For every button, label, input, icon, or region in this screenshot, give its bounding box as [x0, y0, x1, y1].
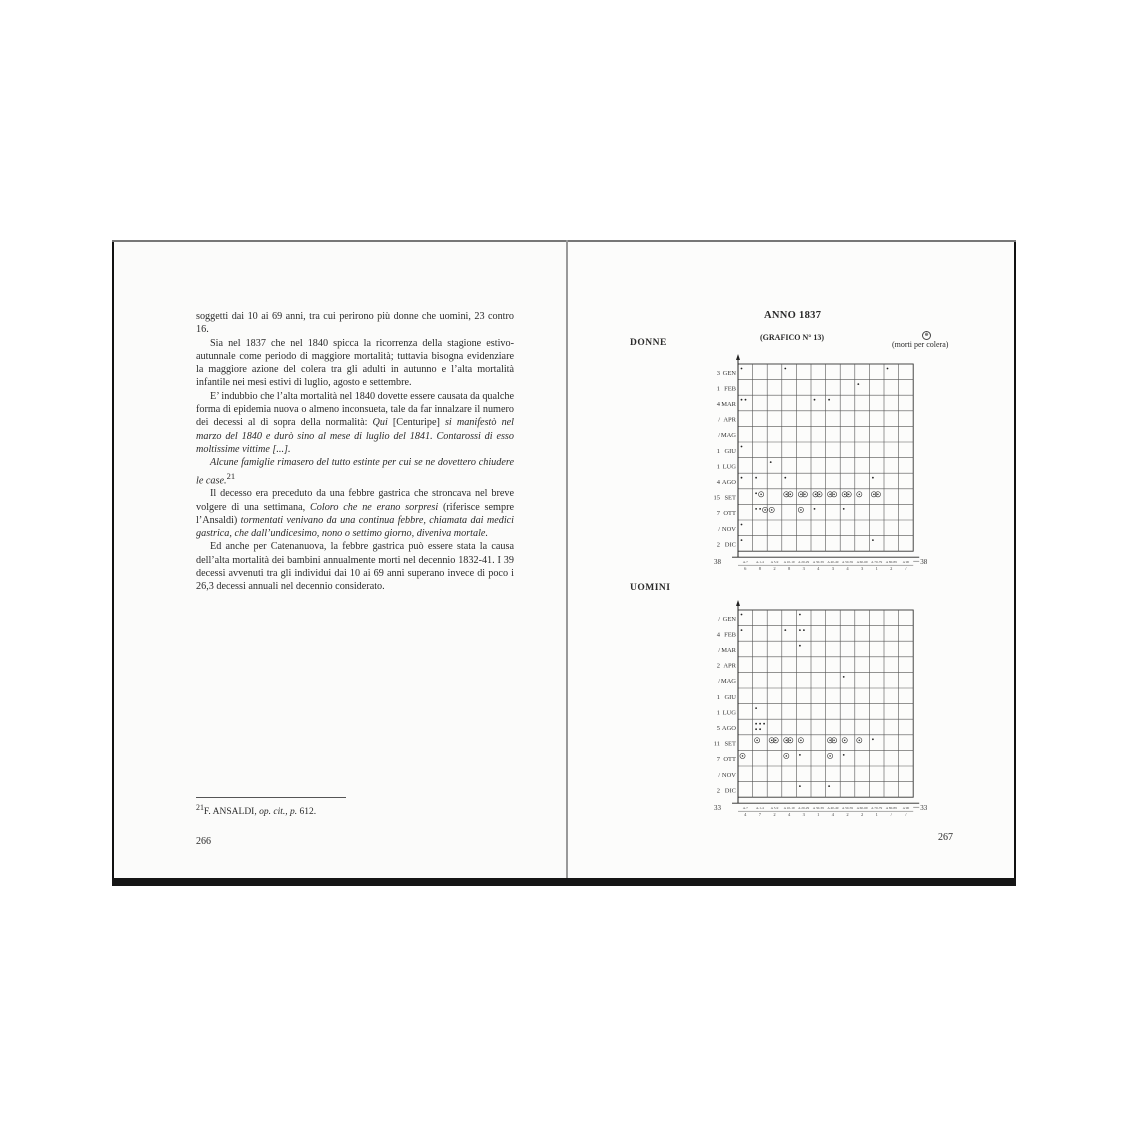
cholera-death-dot	[756, 740, 758, 742]
row-count-label: /	[718, 416, 720, 424]
legend-text: (morti per colera)	[892, 340, 949, 349]
column-count-label: 1	[875, 566, 878, 572]
column-count-label: 4	[787, 812, 791, 818]
cholera-death-dot	[790, 740, 792, 742]
column-age-label: A 90	[902, 806, 910, 811]
column-age-label: A 50-59	[841, 806, 854, 811]
column-count-label: 8	[758, 566, 762, 572]
cholera-death-dot	[859, 494, 861, 496]
death-mark	[741, 477, 743, 479]
page-number-right: 267	[938, 832, 953, 843]
column-age-label: A.1-4	[755, 806, 764, 811]
cholera-death-dot	[844, 740, 846, 742]
column-age-label: A 80-89	[885, 560, 897, 565]
death-mark	[741, 629, 743, 631]
death-mark	[799, 754, 801, 756]
left-page	[114, 242, 566, 878]
cholera-death-dot	[786, 494, 788, 496]
column-age-label: A 10-19	[783, 560, 795, 565]
right-page	[568, 242, 1014, 878]
column-age-label: A 20-29	[798, 560, 810, 565]
death-mark	[828, 785, 830, 787]
footnote-ref: op. cit., p.	[259, 807, 298, 818]
row-month-label: APR	[723, 416, 736, 424]
cholera-death-dot	[760, 494, 762, 496]
row-month-label: AGO	[721, 479, 736, 486]
section-label-donne: DONNE	[630, 338, 667, 348]
column-count-label: 2	[846, 812, 849, 818]
row-count-label: 11	[713, 740, 720, 748]
row-month-label: GIU	[724, 447, 736, 455]
death-mark	[755, 477, 757, 479]
column-age-label: A.1-4	[755, 560, 764, 565]
column-count-label: 1	[875, 812, 878, 818]
row-count-label: 15	[713, 494, 720, 502]
paragraph	[196, 310, 514, 337]
row-month-label: OTT	[723, 510, 736, 518]
total-right: 38	[920, 558, 928, 567]
column-count-label: 7	[758, 812, 762, 818]
paragraph	[196, 456, 514, 487]
row-month-label: AGO	[721, 725, 736, 732]
footnote	[196, 803, 316, 817]
italic-text: Coloro che ne erano sorpresi	[309, 501, 439, 513]
cholera-death-dot	[848, 494, 850, 496]
total-right: 33	[920, 804, 928, 813]
death-mark	[857, 383, 859, 385]
row-count-label: 1	[716, 385, 720, 393]
row-count-label: 2	[716, 787, 720, 795]
death-mark	[814, 399, 816, 401]
column-count-label: 2	[773, 812, 776, 818]
death-mark	[741, 399, 743, 401]
body-text	[196, 310, 514, 594]
column-age-label: A.7	[742, 560, 748, 565]
column-count-label: 2	[890, 566, 893, 572]
column-count-label: 2	[773, 566, 776, 572]
death-mark	[755, 508, 757, 510]
cholera-death-dot	[800, 494, 802, 496]
column-count-label: 4	[831, 812, 835, 818]
row-count-label: 1	[716, 693, 720, 701]
column-age-label: A 70-79	[871, 806, 883, 811]
column-age-label: A 50-59	[841, 560, 854, 565]
row-month-label: FEB	[724, 385, 736, 393]
row-count-label: 3	[716, 369, 720, 377]
paragraph	[196, 487, 514, 540]
column-age-label: A 70-79	[871, 560, 883, 565]
row-count-label: 2	[716, 662, 720, 670]
row-month-label: GIU	[724, 693, 736, 701]
text-span: soggetti dai 10 ai 69 anni, tra cui perirono più donne che uomini, 23 contro 16.	[196, 311, 514, 336]
column-count-label: 3	[831, 566, 835, 572]
death-mark	[759, 508, 761, 510]
column-count-label: 1	[817, 812, 820, 818]
row-month-label: MAG	[720, 678, 736, 686]
death-mark	[872, 738, 874, 740]
column-count-label: 3	[802, 566, 805, 572]
row-count-label: /	[718, 432, 720, 440]
chart-grid-svg	[686, 354, 936, 572]
row-count-label: 7	[716, 756, 720, 764]
cholera-death-dot	[829, 740, 831, 742]
column-age-label: A 20-29	[798, 806, 810, 811]
column-count-label: 8	[787, 566, 791, 572]
column-count-label: 3	[802, 812, 805, 818]
column-age-label: A 30-39	[812, 560, 824, 565]
death-mark	[799, 614, 801, 616]
cholera-death-dot	[877, 494, 879, 496]
row-count-label: 4	[716, 631, 720, 639]
column-age-label: A 80-89	[885, 806, 897, 811]
death-mark	[799, 785, 801, 787]
cholera-death-dot	[833, 494, 835, 496]
row-count-label: 1	[716, 463, 720, 471]
italic-text: Qui	[372, 417, 388, 429]
death-mark	[741, 614, 743, 616]
column-age-label: A 60-69	[856, 560, 868, 565]
paragraph	[196, 337, 514, 390]
cholera-death-dot	[764, 509, 766, 511]
italic-text: Alcune famiglie rimasero del tutto estinte per cui se ne dovettero chiudere le case.	[196, 457, 514, 486]
italic-text: tormentati venivano da una continua febbre, chiamata dai medici gastrica, che dall’undicesimo, nono o settimo giorno, diveniva mortale.	[196, 514, 514, 540]
column-age-label: A 5-9	[770, 806, 779, 811]
death-mark	[843, 676, 845, 678]
cholera-death-dot	[844, 494, 846, 496]
page-number-left: 266	[196, 836, 211, 847]
cholera-death-dot	[771, 509, 773, 511]
column-age-label: A 5-9	[770, 560, 779, 565]
cholera-death-dot	[833, 740, 835, 742]
row-month-label: MAR	[721, 401, 736, 408]
death-mark	[803, 629, 805, 631]
cholera-death-dot	[790, 494, 792, 496]
text-span: E’ indubbio che l’alta mortalità nel 1840 dovette essere causata da qualche forma di epidemia nuova o almeno inconsueta, tale da far innalzare il numero dei decessi al di sopra della normalità:	[196, 390, 514, 429]
cholera-death-dot	[771, 740, 773, 742]
row-month-label: LUG	[722, 709, 736, 717]
paragraph	[196, 540, 514, 593]
column-age-label: A 60-69	[856, 806, 868, 811]
column-count-label: 4	[744, 812, 747, 818]
row-count-label: /	[718, 615, 720, 623]
row-month-label: APR	[723, 662, 736, 670]
death-mark	[872, 539, 874, 541]
footnote-page: 612.	[297, 807, 317, 818]
row-month-label: MAR	[721, 647, 736, 654]
death-mark	[784, 368, 786, 370]
cholera-death-dot	[819, 494, 821, 496]
italic-text: si manifestò nel marzo del 1840 e durò sino al mese di luglio del 1841. Contarossi di esso moltissime vittime [...].	[196, 417, 515, 455]
row-count-label: /	[718, 771, 720, 779]
column-age-label: A 40-49	[827, 560, 839, 565]
column-age-label: A 30-39	[812, 806, 824, 811]
row-month-label: NOV	[721, 771, 736, 779]
cholera-death-dot	[859, 740, 861, 742]
death-mark	[755, 707, 757, 709]
chart-title: ANNO 1837	[764, 310, 822, 321]
cholera-death-dot	[829, 494, 831, 496]
text-span: Sia nel 1837 che nel 1840 spicca la ricorrenza della stagione estivo-autunnale come periodo di maggiore mortalità; tuttavia bisogna evidenziare la maggiore azione del colera tra gli adulti in autunno e l’alta mortalità infantile nei mesi estivi di luglio, agosto e settembre.	[196, 337, 514, 389]
text-span: Il decesso era preceduto da una febbre gastrica che stroncava nel breve volgere di una settimana,	[196, 488, 514, 513]
death-mark	[828, 399, 830, 401]
total-left: 38	[714, 558, 721, 567]
cholera-death-dot	[815, 494, 817, 496]
chart-donne	[686, 354, 936, 572]
death-mark	[741, 446, 743, 448]
row-count-label: 5	[716, 725, 720, 732]
death-mark	[755, 728, 757, 730]
row-month-label: MAG	[720, 432, 736, 440]
column-count-label: /	[905, 812, 907, 818]
death-mark	[784, 629, 786, 631]
row-count-label: 1	[716, 447, 720, 455]
column-count-label: /	[890, 812, 892, 818]
column-count-label: 4	[846, 566, 849, 572]
cholera-death-dot	[804, 494, 806, 496]
footnote-marker: 21	[226, 470, 236, 481]
column-age-label: A.7	[742, 806, 748, 811]
cholera-death-dot	[775, 740, 777, 742]
section-label-uomini: UOMINI	[630, 583, 671, 593]
book-spread-scan	[112, 240, 1016, 886]
column-age-label: A 90	[902, 560, 910, 565]
row-count-label: 1	[716, 709, 720, 717]
text-span: Ed anche per Catenanuova, la febbre gastrica può essere stata la causa dell’alta mortalità dei bambini annualmente morti nel decennio 1832-41. I 39 decessi avvenuti tra gli individui dai 10 ai 69 anni superano invece di poco i 26,3 decessi annuali nel decennio considerato.	[196, 541, 514, 593]
cholera-death-dot	[829, 755, 831, 757]
cholera-death-dot	[800, 740, 802, 742]
cholera-death-dot	[742, 755, 744, 757]
y-axis-arrow	[736, 354, 740, 360]
row-count-label: /	[718, 647, 720, 654]
death-mark	[741, 539, 743, 541]
column-count-label: /	[905, 566, 907, 572]
row-count-label: /	[718, 525, 720, 533]
row-count-label: 7	[716, 510, 720, 518]
death-mark	[759, 723, 761, 725]
row-month-label: DIC	[724, 787, 736, 795]
column-count-label: 3	[860, 566, 864, 572]
row-month-label: GEN	[722, 615, 736, 623]
text-span: [Centuripe]	[387, 417, 445, 429]
death-mark	[843, 508, 845, 510]
row-month-label: SET	[724, 494, 736, 502]
cholera-death-dot	[873, 494, 875, 496]
death-mark	[784, 477, 786, 479]
footnote-number: 21	[196, 803, 204, 812]
death-mark	[799, 629, 801, 631]
book-bottom-edge	[112, 878, 1016, 886]
row-month-label: GEN	[722, 369, 736, 377]
y-axis-arrow	[736, 600, 740, 606]
death-mark	[763, 723, 765, 725]
chart-grid-svg	[686, 600, 936, 818]
row-month-label: OTT	[723, 756, 736, 764]
total-left: 33	[714, 804, 721, 813]
death-mark	[814, 508, 816, 510]
death-mark	[843, 754, 845, 756]
death-mark	[799, 645, 801, 647]
death-mark	[759, 728, 761, 730]
paragraph	[196, 390, 514, 456]
cholera-death-dot	[786, 740, 788, 742]
row-count-label: 2	[716, 541, 720, 549]
row-month-label: DIC	[724, 541, 736, 549]
cholera-legend-symbol: ⊕	[922, 331, 931, 340]
footnote-author: F. ANSALDI,	[203, 807, 260, 818]
row-month-label: LUG	[722, 463, 736, 471]
column-count-label: 4	[817, 566, 820, 572]
death-mark	[887, 368, 889, 370]
footnote-rule	[196, 797, 346, 798]
cholera-death-dot	[786, 755, 788, 757]
column-age-label: A 10-19	[783, 806, 795, 811]
row-month-label: NOV	[721, 525, 736, 533]
death-mark	[755, 723, 757, 725]
text-span: (riferisce sempre l’Ansaldi)	[196, 501, 514, 526]
row-count-label: 4	[716, 479, 720, 486]
death-mark	[872, 477, 874, 479]
chart-uomini	[686, 600, 936, 818]
death-mark	[741, 368, 743, 370]
row-month-label: FEB	[724, 631, 736, 639]
death-mark	[741, 524, 743, 526]
column-count-label: 2	[860, 812, 864, 818]
column-age-label: A 40-49	[827, 806, 839, 811]
row-month-label: SET	[724, 740, 736, 748]
column-count-label: 6	[744, 566, 747, 572]
cholera-death-dot	[800, 509, 802, 511]
chart-subtitle: (GRAFICO N° 13)	[760, 333, 825, 342]
death-mark	[755, 492, 757, 494]
row-count-label: 4	[716, 401, 720, 408]
row-count-label: /	[718, 678, 720, 686]
death-mark	[745, 399, 747, 401]
death-mark	[770, 461, 772, 463]
